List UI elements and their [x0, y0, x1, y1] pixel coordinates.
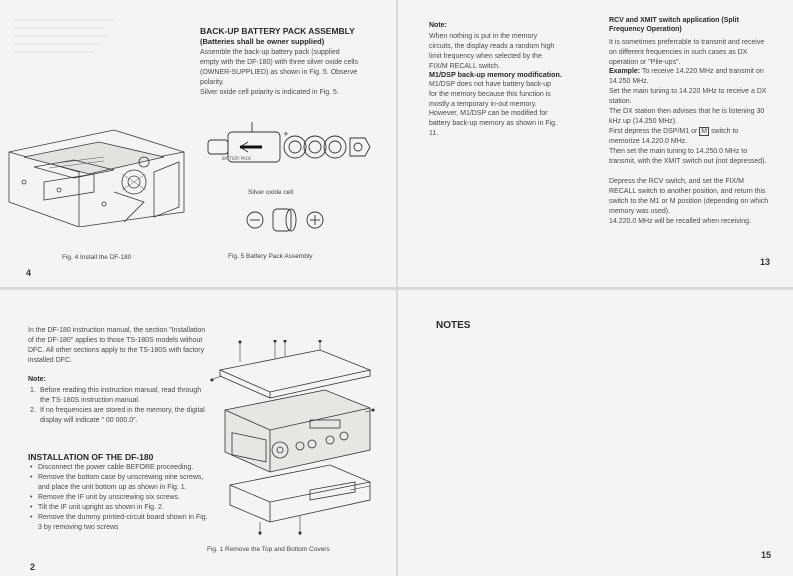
step-6: 14.220.0 MHz will be recalled when receiving.	[609, 218, 752, 225]
fig4-install-illustration	[4, 112, 189, 227]
battery-paragraph-2: Silver oxide cell polarity is indicated in Fig. 5.	[200, 89, 339, 96]
m-switch-box: M	[701, 128, 708, 135]
install-step: • Remove the IF unit by unscrewing six screws.	[28, 493, 213, 503]
note-text: Before reading this instruction manual, read through the TS-180S instruction manual.	[40, 387, 202, 404]
step-1: Set the main tuning to 14.220 MHz to receive a DX station.	[609, 88, 767, 105]
rcv-xmit-text: It is sometimes preferrable to transmit and receive on different frequencies in such cases as DX operation or "Pile-ups".	[609, 39, 765, 66]
fig1-exploded-view	[210, 340, 375, 535]
install-step: • Disconnect the power cable BEFORE proceeding.	[28, 463, 213, 473]
note-item	[28, 406, 210, 426]
page-number-13: 13	[760, 257, 771, 267]
note-item	[28, 386, 210, 406]
page-4	[0, 0, 396, 287]
page-number-15: 15	[761, 550, 772, 560]
m1-text-2: However, M1/DSP can be modified for battery back-up memory as shown in Fig. 11.	[429, 110, 557, 137]
example-text: To receive 14.220 MHz and transmit on 14.250 MHz.	[609, 68, 764, 85]
page-13	[398, 0, 793, 287]
step-5: Depress the RCV switch, and set the FIX/M RECALL switch to another position, and return this switch to the M1 or M position (depending on which memory was used).	[609, 178, 769, 215]
install-step: • Remove the dummy printed-circuit board shown in Fig. 3 by removing two screws	[28, 513, 213, 533]
battery-paragraph: Assemble the back-up battery pack (supplied empty with the DF-180) with three silver oxide cells (OWNER-SUPPLIED) as shown in Fig. 5. Observe polarity.	[200, 49, 358, 86]
svg-text:+: +	[283, 130, 289, 138]
rcv-xmit-heading: RCV and XMIT switch application (Split Frequency Operation)	[609, 17, 739, 33]
notes-list	[28, 386, 210, 426]
step-3-text-a: First depress the DSP/M1 or	[609, 128, 698, 135]
m1-heading: M1/DSP back-up memory modification.	[429, 70, 562, 79]
install-heading: INSTALLATION OF THE DF-180	[28, 452, 154, 462]
fig1-caption: Fig. 1 Remove the Top and Bottom Covers	[207, 546, 330, 553]
silver-oxide-cell-diagram	[230, 200, 340, 235]
install-step: • Remove the bottom case by unscrewing nine screws, and place the unit bottom up as shown in Fig. 1.	[28, 473, 213, 493]
note-text: When nothing is put in the memory circuits, the display reads a random high limit frequency when selected by the FIX/M RECALL switch.	[429, 33, 555, 70]
note-number: 2.	[30, 407, 36, 414]
example-label: Example:	[609, 68, 641, 75]
step-3-text-b: switch to memorize 14.220.0 MHz.	[609, 128, 739, 145]
page-number-2: 2	[30, 562, 36, 572]
step-2: The DX station then advises that he is listening 30 kHz up (14.250 MHz).	[609, 108, 765, 125]
bleed-through-text	[4, 10, 124, 80]
fig5-caption: Fig. 5 Battery Pack Assembly	[228, 253, 313, 260]
intro-paragraph: In the DF-180 instruction manual, the section "Installation of the DF-180" applies to those TS-180S models without DFC. All other sections apply to the TS-180S with factory installed DFC.	[28, 327, 206, 364]
example-block	[609, 67, 769, 87]
fig5-battery-pack-illustration	[200, 118, 380, 178]
step-4: Then set the main tuning to 14.250.0 MHz to transmit, with the XMIT switch out (not depressed).	[609, 148, 767, 165]
fig4-caption: Fig. 4 Install the DF-180	[62, 254, 132, 261]
install-steps-list	[28, 463, 213, 533]
page2-note-label: Note:	[28, 376, 46, 383]
note-text: If no frequencies are stored in the memory, the digital display will indicate " 00 000.0".	[40, 407, 205, 424]
note-number: 1.	[30, 387, 36, 394]
notes-heading: NOTES	[436, 320, 471, 331]
m1-text: M1/DSP does not have battery back-up for the memory because this function is mostly a temporary in-out memory.	[429, 81, 552, 108]
page-2	[0, 290, 396, 576]
battery-subheading: (Batteries shall be owner supplied)	[200, 37, 325, 46]
page-15	[398, 290, 793, 576]
step-3	[609, 127, 769, 147]
install-step: • Tilt the IF unit upright as shown in Fig. 2.	[28, 503, 213, 513]
battery-heading: BACK-UP BATTERY PACK ASSEMBLY	[200, 26, 355, 36]
page-number-4: 4	[26, 268, 32, 278]
fig5-cell-label: Silver oxide cell	[248, 189, 294, 196]
svg-text:BATTERY PACK: BATTERY PACK	[222, 156, 251, 161]
note-label: Note:	[429, 22, 447, 29]
